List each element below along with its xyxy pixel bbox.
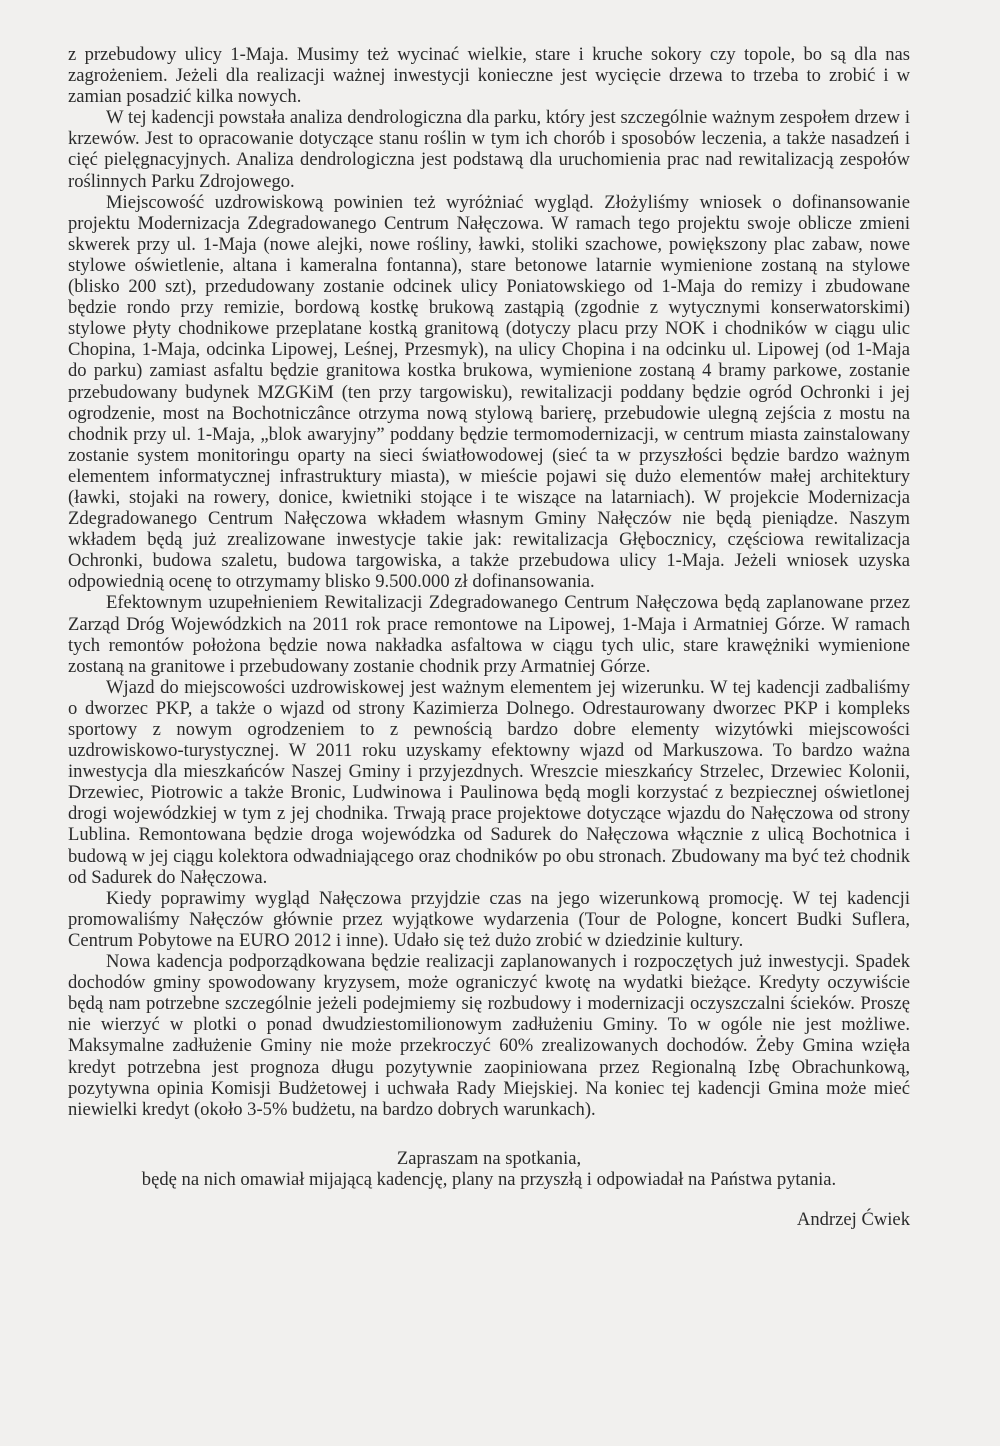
paragraph-promotion: Kiedy poprawimy wygląd Nałęczowa przyjdzie czas na jego wizerunkową promocję. W tej kadencji promowaliśmy Nałęczów głównie przez wyjątkowe wydarzenia (Tour de Pologne, koncert Budki Suflera, Centrum Pobytowe na EURO 2012 i inne). Udało się też dużo zrobić w dziedzinie kultury. bbox=[68, 887, 910, 951]
paragraph-town-entrance: Wjazd do miejscowości uzdrowiskowej jest ważnym elementem jej wizerunku. W tej kadencji zadbaliśmy o dworzec PKP, a także o wjazd od strony Kazimierza Dolnego. Odrestaurowany dworzec PKP i kompleks sportowy z nowym ogrodzeniem to z pewnością bardzo dobre elementy wizytówki miejscowości uzdrowiskowo-turystycznej. W 2011 roku uzyskamy efektowny wjazd od Markuszowa. To bardzo ważna inwestycja dla mieszkańców Naszej Gminy i przyjezdnych. Wreszcie mieszkańcy Strzelec, Drzewiec Kolonii, Drzewiec, Piotrowic a także Bronic, Ludwinowa i Paulinowa będą mogli korzystać z bezpiecznej oświetlonej drogi wojewódzkiej w tym z jej chodnika. Trwają prace projektowe dotyczące wjazdu do Nałęczowa od strony Lublina. Remontowana będzie droga wojewódzka od Sadurek do Nałęczowa włącznie z ulicą Bochotnica i budową w jej ciągu kolektora odwadniającego oraz chodników po obu stronach. Zbudowany ma być też chodnik od Sadurek do Nałęczowa. bbox=[68, 676, 910, 888]
paragraph-road-works: Efektownym uzupełnieniem Rewitalizacji Zdegradowanego Centrum Nałęczowa będą zaplanowane przez Zarząd Dróg Wojewódzkich na 2011 rok prace remontowe na Lipowej, 1-Maja i Armatniej Górze. W ramach tych remontów położona będzie nowa nakładka asfaltowa w ciągu tych ulic, stare krawężniki wymienione zostaną na granitowe i przebudowany zostanie chodnik przy Armatniej Górze. bbox=[68, 592, 910, 677]
paragraph-continuation: z przebudowy ulicy 1-Maja. Musimy też wycinać wielkie, stare i kruche sokory czy topole, bo są dla nas zagrożeniem. Jeżeli dla realizacji ważnej inwestycji konieczne jest wycięcie drzewa to trzeba to zrobić i w zamian posadzić kilka nowych. bbox=[68, 44, 910, 108]
closing-line-1: Zapraszam na spotkania, bbox=[396, 1147, 582, 1169]
body-text bbox=[68, 44, 910, 1120]
closing-line-2: będę na nich omawiał mijającą kadencję, plany na przyszłą i odpowiadał na Państwa pytania. bbox=[141, 1169, 837, 1191]
closing-invitation bbox=[68, 1148, 910, 1191]
paragraph-dendrology: W tej kadencji powstała analiza dendrologiczna dla parku, który jest szczególnie ważnym zespołem drzew i krzewów. Jest to opracowanie dotyczące stanu roślin w tym ich chorób i sposobów leczenia, a także nasadzeń i cięć pielęgnacyjnych. Analiza dendrologiczna jest podstawą dla uruchomienia prac nad rewitalizacją zespołów roślinnych Parku Zdrojowego. bbox=[68, 107, 910, 192]
paragraph-modernization-project: Miejscowość uzdrowiskową powinien też wyróżniać wygląd. Złożyliśmy wniosek o dofinansowanie projektu Modernizacja Zdegradowanego Centrum Nałęczowa. W ramach tego projektu swoje oblicze zmieni skwerek przy ul. 1-Maja (nowe alejki, nowe rośliny, ławki, stoliki szachowe, powiększony plac zabaw, nowe stylowe oświetlenie, altana i kameralna fontanna), stare betonowe latarnie wymienione zostaną na stylowe (blisko 200 szt), przedudowany zostanie odcinek ulicy Poniatowskiego od 1-Maja do remizy i zbudowane będzie rondo przy remizie, bordową kostkę brukową zastąpią (zgodnie z wytycznymi konserwatorskimi) stylowe płyty chodnikowe przeplatane kostką granitową (dotyczy placu przy NOK i chodników w ciągu ulic Chopina, 1-Maja, odcinka Lipowej, Leśnej, Przesmyk), na ulicy Chopina i na odcinku ul. Lipowej (od 1-Maja do parku) zamiast asfaltu będzie granitowa kostka brukowa, wymienione zostaną 4 bramy parkowe, zostanie przebudowany budynek MZGKiM (ten przy targowisku), rewitalizacji poddany będzie ogród Ochronki i jej ogrodzenie, most na Bochotniczânce otrzyma nową stylową barierę, przebudowie ulegną zejścia z mostu na chodnik przy ul. 1-Maja, „blok awaryjny” poddany będzie termomodernizacji, w centrum miasta zainstalowany zostanie system monitoringu oparty na sieci światłowodowej (sieć ta w przyszłości będzie bardzo ważnym elementem informatycznej infrastruktury miasta), w mieście pojawi się dużo elementów małej architektury (ławki, stojaki na rowery, donice, kwietniki stojące i te wiszące na latarniach). W projekcie Modernizacja Zdegradowanego Centrum Nałęczowa wkładem własnym Gminy Nałęczów nie będą pieniądze. Naszym wkładem będą już zrealizowane inwestycje takie jak: rewitalizacja Głębocznicy, częściowa rewitalizacja Ochronki, budowa szaletu, budowa targowiska, a także przebudowa ulicy 1-Maja. Jeżeli wniosek uzyska odpowiednią ocenę to otrzymamy blisko 9.500.000 zł dofinansowania. bbox=[68, 191, 910, 593]
signature: Andrzej Ćwiek bbox=[796, 1208, 910, 1230]
paragraph-new-term: Nowa kadencja podporządkowana będzie realizacji zaplanowanych i rozpoczętych już inwestycji. Spadek dochodów gminy spowodowany kryzysem, może ograniczyć kwotę na wydatki bieżące. Kredyty oczywiście będą nam potrzebne szczególnie jeżeli podejmiemy się rozbudowy i modernizacji oczyszczalni ścieków. Proszę nie wierzyć w plotki o ponad dwudziestomilionowym zadłużeniu Gminy. To w ogóle nie jest możliwe. Maksymalne zadłużenie Gminy nie może przekroczyć 60% zrealizowanych dochodów. Żeby Gmina wzięła kredyt potrzebna jest prognoza długu pozytywnie zaopiniowana przez Regionalną Izbę Obrachunkową, pozytywna opinia Komisji Budżetowej i uchwała Rady Miejskiej. Na koniec tej kadencji Gmina może mieć niewielki kredyt (około 3-5% budżetu, na bardzo dobrych warunkach). bbox=[68, 951, 910, 1120]
